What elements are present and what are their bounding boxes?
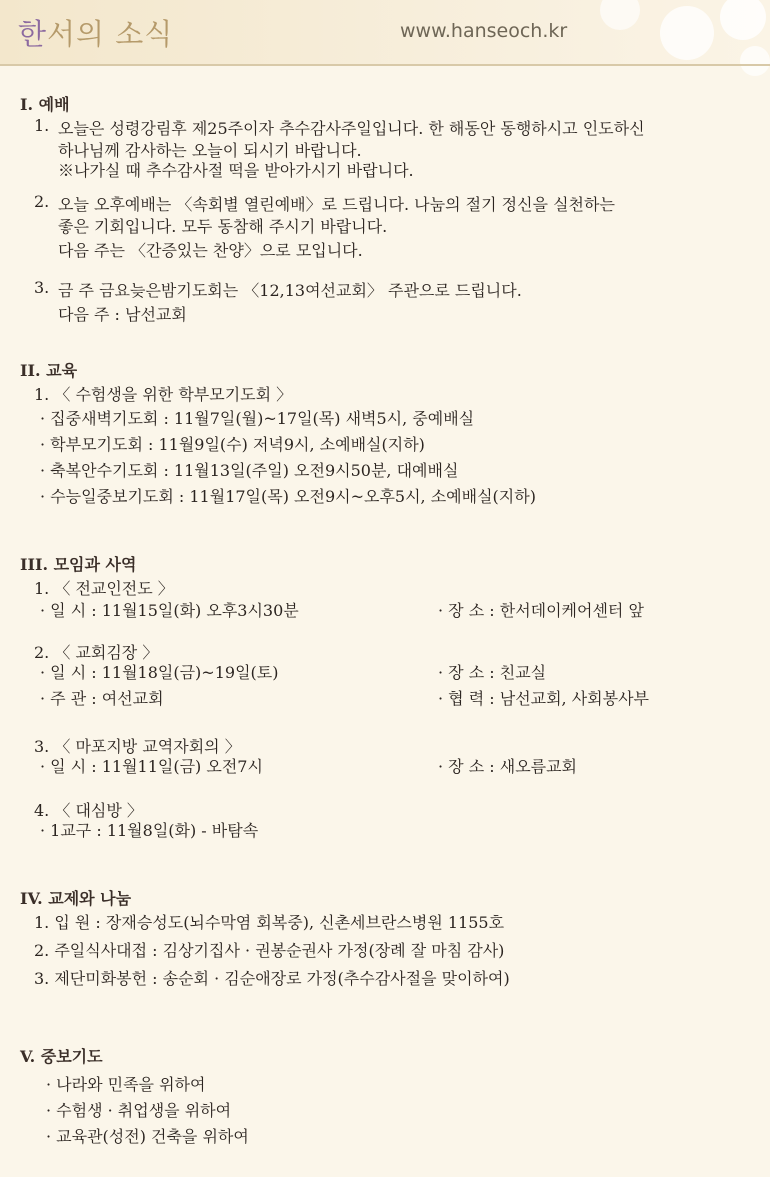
text-line: 오늘 오후예배는 〈속회별 열린예배〉로 드립니다. 나눔의 절기 정신을 실천하는 (58, 195, 615, 214)
list-item: · 교육관(성전) 건축을 위하여 (46, 1124, 249, 1147)
section-title: III. 모임과 사역 (20, 555, 137, 574)
website-url[interactable]: www.hanseoch.kr (400, 20, 568, 42)
flower-decoration-icon (600, 0, 640, 30)
detail-right: · 장 소 : 한서데이케어센터 앞 (438, 598, 644, 621)
page-header (0, 0, 770, 64)
list-item: · 나라와 민족을 위하여 (46, 1072, 205, 1095)
detail-right: · 협 력 : 남선교회, 사회봉사부 (438, 686, 649, 709)
section-title: II. 교육 (20, 361, 78, 380)
detail-left: · 일 시 : 11월18일(금)~19일(토) (40, 660, 278, 683)
flower-decoration-icon (720, 0, 766, 40)
list-item: · 학부모기도회 : 11월9일(수) 저녁9시, 소예배실(지하) (40, 432, 425, 455)
text-line: 다음 주는 〈간증있는 찬양〉으로 모입니다. (58, 241, 363, 260)
item-number: 2. (34, 192, 50, 211)
list-item: 1. 입 원 : 장재승성도(뇌수막염 회복중), 신촌세브란스병원 1155호 (34, 913, 505, 932)
text-line: ※나가실 때 추수감사절 떡을 받아가시기 바랍니다. (58, 161, 414, 180)
flower-decoration-icon (660, 6, 714, 60)
list-item: · 수험생 · 취업생을 위하여 (46, 1098, 231, 1121)
text-line: 오늘은 성령강림후 제25주이자 추수감사주일입니다. 한 해동안 동행하시고 인도하신 (58, 119, 645, 138)
list-item: 2. 주일식사대접 : 김상기집사 · 권봉순권사 가정(장례 잘 마침 감사) (34, 941, 505, 960)
text-line: 다음 주 : 남선교회 (58, 305, 187, 324)
list-item: · 축복안수기도회 : 11월13일(주일) 오전9시50분, 대예배실 (40, 458, 458, 481)
detail-left: · 일 시 : 11월11일(금) 오전7시 (40, 754, 263, 777)
flower-decoration-icon (740, 46, 770, 76)
item-number: 1. (34, 116, 50, 135)
detail-left: · 1교구 : 11월8일(화) - 바탐속 (40, 818, 258, 841)
list-item: · 수능일중보기도회 : 11월17일(목) 오전9시~오후5시, 소예배실(지하) (40, 484, 536, 507)
detail-right: · 장 소 : 친교실 (438, 660, 546, 683)
subsection-heading: 4. 〈 대심방 〉 (34, 801, 143, 820)
list-item: · 집중새벽기도회 : 11월7일(월)~17일(목) 새벽5시, 중예배실 (40, 406, 474, 429)
subsection-heading: 1. 〈 전교인전도 〉 (34, 579, 174, 598)
subsection-heading: 2. 〈 교회김장 〉 (34, 643, 159, 662)
section-title: IV. 교제와 나눔 (20, 889, 132, 908)
detail-left: · 일 시 : 11월15일(화) 오후3시30분 (40, 598, 299, 621)
text-line: 좋은 기회입니다. 모두 동참해 주시기 바랍니다. (58, 217, 388, 236)
newsletter-title: 한서의 소식 (18, 17, 174, 51)
subsection-heading: 1. 〈 수험생을 위한 학부모기도회 〉 (34, 385, 293, 404)
item-number: 3. (34, 278, 50, 297)
text-line: 금 주 금요늦은밤기도회는 〈12,13여선교회〉 주관으로 드립니다. (58, 281, 522, 300)
detail-right: · 장 소 : 새오름교회 (438, 754, 577, 777)
text-line: 하나님께 감사하는 오늘이 되시기 바랍니다. (58, 141, 362, 160)
section-title: V. 중보기도 (20, 1047, 103, 1066)
subsection-heading: 3. 〈 마포지방 교역자회의 〉 (34, 737, 241, 756)
section-title: I. 예배 (20, 95, 70, 114)
detail-left: · 주 관 : 여선교회 (40, 686, 164, 709)
header-divider (0, 64, 770, 66)
list-item: 3. 제단미화봉헌 : 송순회 · 김순애장로 가정(추수감사절을 맞이하여) (34, 969, 510, 988)
